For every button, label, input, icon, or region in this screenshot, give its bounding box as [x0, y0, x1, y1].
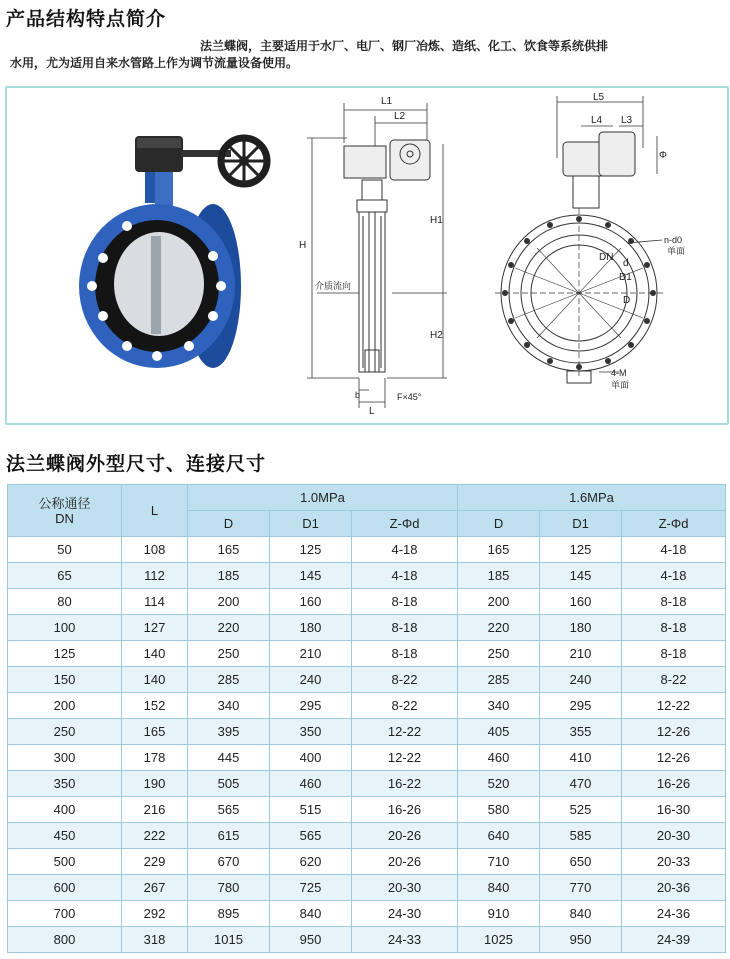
table-cell: 840: [540, 901, 622, 927]
table-cell: 210: [270, 641, 352, 667]
table-row: [8, 693, 726, 719]
table-cell: 200: [458, 589, 540, 615]
table-row: [8, 563, 726, 589]
header-sub: D: [188, 511, 270, 537]
table-cell: 200: [8, 693, 122, 719]
label-L4: L4: [591, 115, 603, 126]
table-cell: 125: [8, 641, 122, 667]
table-cell: 185: [458, 563, 540, 589]
table-cell: 24-30: [352, 901, 458, 927]
table-cell: 125: [540, 537, 622, 563]
label-F: F×45°: [397, 392, 422, 402]
table-cell: 700: [8, 901, 122, 927]
header-sub: D1: [540, 511, 622, 537]
table-cell: 800: [8, 927, 122, 953]
label-D1: D1: [619, 272, 632, 283]
table-cell: 355: [540, 719, 622, 745]
table-cell: 950: [540, 927, 622, 953]
table-cell: 505: [188, 771, 270, 797]
table-cell: 8-22: [352, 667, 458, 693]
table-cell: 220: [458, 615, 540, 641]
label-DN: DN: [599, 252, 614, 263]
table-cell: 910: [458, 901, 540, 927]
intro-text: [10, 38, 710, 72]
label-H: H: [299, 240, 307, 251]
label-side-1: 单面: [667, 246, 686, 256]
table-cell: 1025: [458, 927, 540, 953]
table-cell: 20-36: [622, 875, 726, 901]
label-L3: L3: [621, 115, 633, 126]
table-cell: 400: [8, 797, 122, 823]
table-cell: 585: [540, 823, 622, 849]
table-cell: 152: [122, 693, 188, 719]
label-H1: H1: [430, 215, 443, 226]
table-cell: 8-18: [622, 589, 726, 615]
table-cell: 180: [540, 615, 622, 641]
table-cell: 295: [540, 693, 622, 719]
table-row: [8, 823, 726, 849]
table-cell: 770: [540, 875, 622, 901]
side-drawing: [307, 103, 447, 408]
table-cell: 140: [122, 667, 188, 693]
table-cell: 50: [8, 537, 122, 563]
table-cell: 112: [122, 563, 188, 589]
header-dn: [8, 485, 122, 537]
table-row: [8, 667, 726, 693]
table-cell: 8-18: [622, 615, 726, 641]
table-cell: 100: [8, 615, 122, 641]
table-cell: 725: [270, 875, 352, 901]
table-cell: 114: [122, 589, 188, 615]
table-cell: 180: [270, 615, 352, 641]
table-cell: 150: [8, 667, 122, 693]
table-cell: 229: [122, 849, 188, 875]
header-sub: Z-Φd: [622, 511, 726, 537]
table-cell: 515: [270, 797, 352, 823]
table-cell: 580: [458, 797, 540, 823]
table-title: 法兰蝶阀外型尺寸、连接尺寸: [6, 453, 267, 475]
header-sub: D1: [270, 511, 352, 537]
table-cell: 405: [458, 719, 540, 745]
label-flow: 介质流向: [315, 281, 352, 291]
header-group-2: 1.6MPa: [458, 485, 726, 511]
label-L2: L2: [394, 111, 406, 122]
table-cell: 16-26: [352, 797, 458, 823]
table-cell: 165: [122, 719, 188, 745]
table-cell: 620: [270, 849, 352, 875]
table-cell: 520: [458, 771, 540, 797]
label-phi: Φ: [659, 150, 667, 161]
table-cell: 140: [122, 641, 188, 667]
header-sub: D: [458, 511, 540, 537]
table-cell: 200: [188, 589, 270, 615]
table-cell: 160: [540, 589, 622, 615]
table-cell: 340: [188, 693, 270, 719]
table-cell: 127: [122, 615, 188, 641]
table-cell: 250: [188, 641, 270, 667]
table-cell: 108: [122, 537, 188, 563]
table-row: [8, 797, 726, 823]
table-cell: 840: [270, 901, 352, 927]
table-cell: 16-26: [622, 771, 726, 797]
label-b: b: [355, 390, 361, 400]
front-drawing: [495, 96, 663, 383]
table-cell: 780: [188, 875, 270, 901]
table-cell: 8-18: [622, 641, 726, 667]
table-cell: 395: [188, 719, 270, 745]
label-D: D: [623, 295, 631, 306]
table-cell: 615: [188, 823, 270, 849]
header-l: L: [122, 485, 188, 537]
table-cell: 12-22: [622, 693, 726, 719]
table-row: [8, 875, 726, 901]
table-cell: 450: [8, 823, 122, 849]
table-cell: 250: [458, 641, 540, 667]
table-cell: 220: [188, 615, 270, 641]
table-cell: 640: [458, 823, 540, 849]
intro-line-1: 法兰蝶阀，主要适用于水厂、电厂、钢厂冶炼、造纸、化工、饮食等系统供排: [200, 39, 609, 53]
header-dn-line-1: 公称通径: [38, 495, 91, 511]
table-row: [8, 641, 726, 667]
header-group-1: 1.0MPa: [188, 485, 458, 511]
table-cell: 24-33: [352, 927, 458, 953]
table-row: [8, 719, 726, 745]
label-d: d: [623, 258, 629, 269]
table-cell: 650: [540, 849, 622, 875]
table-cell: 8-18: [352, 615, 458, 641]
table-row: [8, 589, 726, 615]
table-cell: 4-18: [352, 563, 458, 589]
table-cell: 350: [8, 771, 122, 797]
label-L5: L5: [593, 92, 605, 103]
table-cell: 600: [8, 875, 122, 901]
table-cell: 565: [270, 823, 352, 849]
table-cell: 20-26: [352, 849, 458, 875]
label-4M: 4-M: [611, 368, 627, 378]
label-nd0: n-d0: [664, 235, 683, 245]
table-cell: 300: [8, 745, 122, 771]
table-cell: 460: [458, 745, 540, 771]
label-side-2: 单面: [611, 380, 630, 390]
table-cell: 165: [188, 537, 270, 563]
table-cell: 285: [188, 667, 270, 693]
header-sub: Z-Φd: [352, 511, 458, 537]
table-cell: 840: [458, 875, 540, 901]
table-cell: 285: [458, 667, 540, 693]
table-cell: 210: [540, 641, 622, 667]
valve-photo: [79, 136, 267, 368]
table-cell: 165: [458, 537, 540, 563]
table-cell: 240: [270, 667, 352, 693]
table-cell: 80: [8, 589, 122, 615]
table-row: [8, 927, 726, 953]
table-cell: 470: [540, 771, 622, 797]
table-cell: 145: [540, 563, 622, 589]
table-cell: 350: [270, 719, 352, 745]
table-cell: 125: [270, 537, 352, 563]
table-cell: 950: [270, 927, 352, 953]
table-cell: 340: [458, 693, 540, 719]
table-cell: 20-26: [352, 823, 458, 849]
table-cell: 240: [540, 667, 622, 693]
table-cell: 190: [122, 771, 188, 797]
table-cell: 8-22: [352, 693, 458, 719]
table-cell: 145: [270, 563, 352, 589]
table-cell: 445: [188, 745, 270, 771]
table-cell: 160: [270, 589, 352, 615]
table-cell: 178: [122, 745, 188, 771]
table-cell: 500: [8, 849, 122, 875]
label-L: L: [369, 406, 375, 417]
table-row: [8, 745, 726, 771]
table-cell: 400: [270, 745, 352, 771]
table-cell: 20-30: [622, 823, 726, 849]
table-cell: 250: [8, 719, 122, 745]
table-cell: 24-39: [622, 927, 726, 953]
table-row: [8, 901, 726, 927]
table-cell: 8-18: [352, 641, 458, 667]
table-cell: 12-22: [352, 745, 458, 771]
intro-title: 产品结构特点简介: [6, 8, 167, 30]
table-cell: 12-26: [622, 719, 726, 745]
product-figure: [5, 86, 729, 425]
table-cell: 185: [188, 563, 270, 589]
table-cell: 292: [122, 901, 188, 927]
table-cell: 460: [270, 771, 352, 797]
table-cell: 267: [122, 875, 188, 901]
table-cell: 410: [540, 745, 622, 771]
table-cell: 24-36: [622, 901, 726, 927]
table-cell: 525: [540, 797, 622, 823]
table-cell: 16-22: [352, 771, 458, 797]
table-cell: 12-22: [352, 719, 458, 745]
table-cell: 670: [188, 849, 270, 875]
table-cell: 20-33: [622, 849, 726, 875]
label-L1: L1: [381, 96, 393, 107]
table-cell: 710: [458, 849, 540, 875]
table-cell: 20-30: [352, 875, 458, 901]
table-cell: 216: [122, 797, 188, 823]
table-cell: 895: [188, 901, 270, 927]
dimension-table: [7, 484, 726, 953]
table-cell: 4-18: [622, 537, 726, 563]
table-cell: 16-30: [622, 797, 726, 823]
table-body: [8, 537, 726, 953]
table-cell: 65: [8, 563, 122, 589]
table-cell: 8-18: [352, 589, 458, 615]
table-cell: 222: [122, 823, 188, 849]
table-cell: 295: [270, 693, 352, 719]
table-cell: 12-26: [622, 745, 726, 771]
table-cell: 4-18: [622, 563, 726, 589]
table-cell: 4-18: [352, 537, 458, 563]
table-row: [8, 537, 726, 563]
label-H2: H2: [430, 330, 443, 341]
header-dn-line-2: DN: [55, 510, 74, 526]
intro-line-2: 水用，尤为适用自来水管路上作为调节流量设备使用。: [10, 56, 299, 70]
table-cell: 1015: [188, 927, 270, 953]
table-row: [8, 771, 726, 797]
table-row: [8, 615, 726, 641]
table-cell: 318: [122, 927, 188, 953]
table-cell: 565: [188, 797, 270, 823]
table-row: [8, 849, 726, 875]
table-cell: 8-22: [622, 667, 726, 693]
